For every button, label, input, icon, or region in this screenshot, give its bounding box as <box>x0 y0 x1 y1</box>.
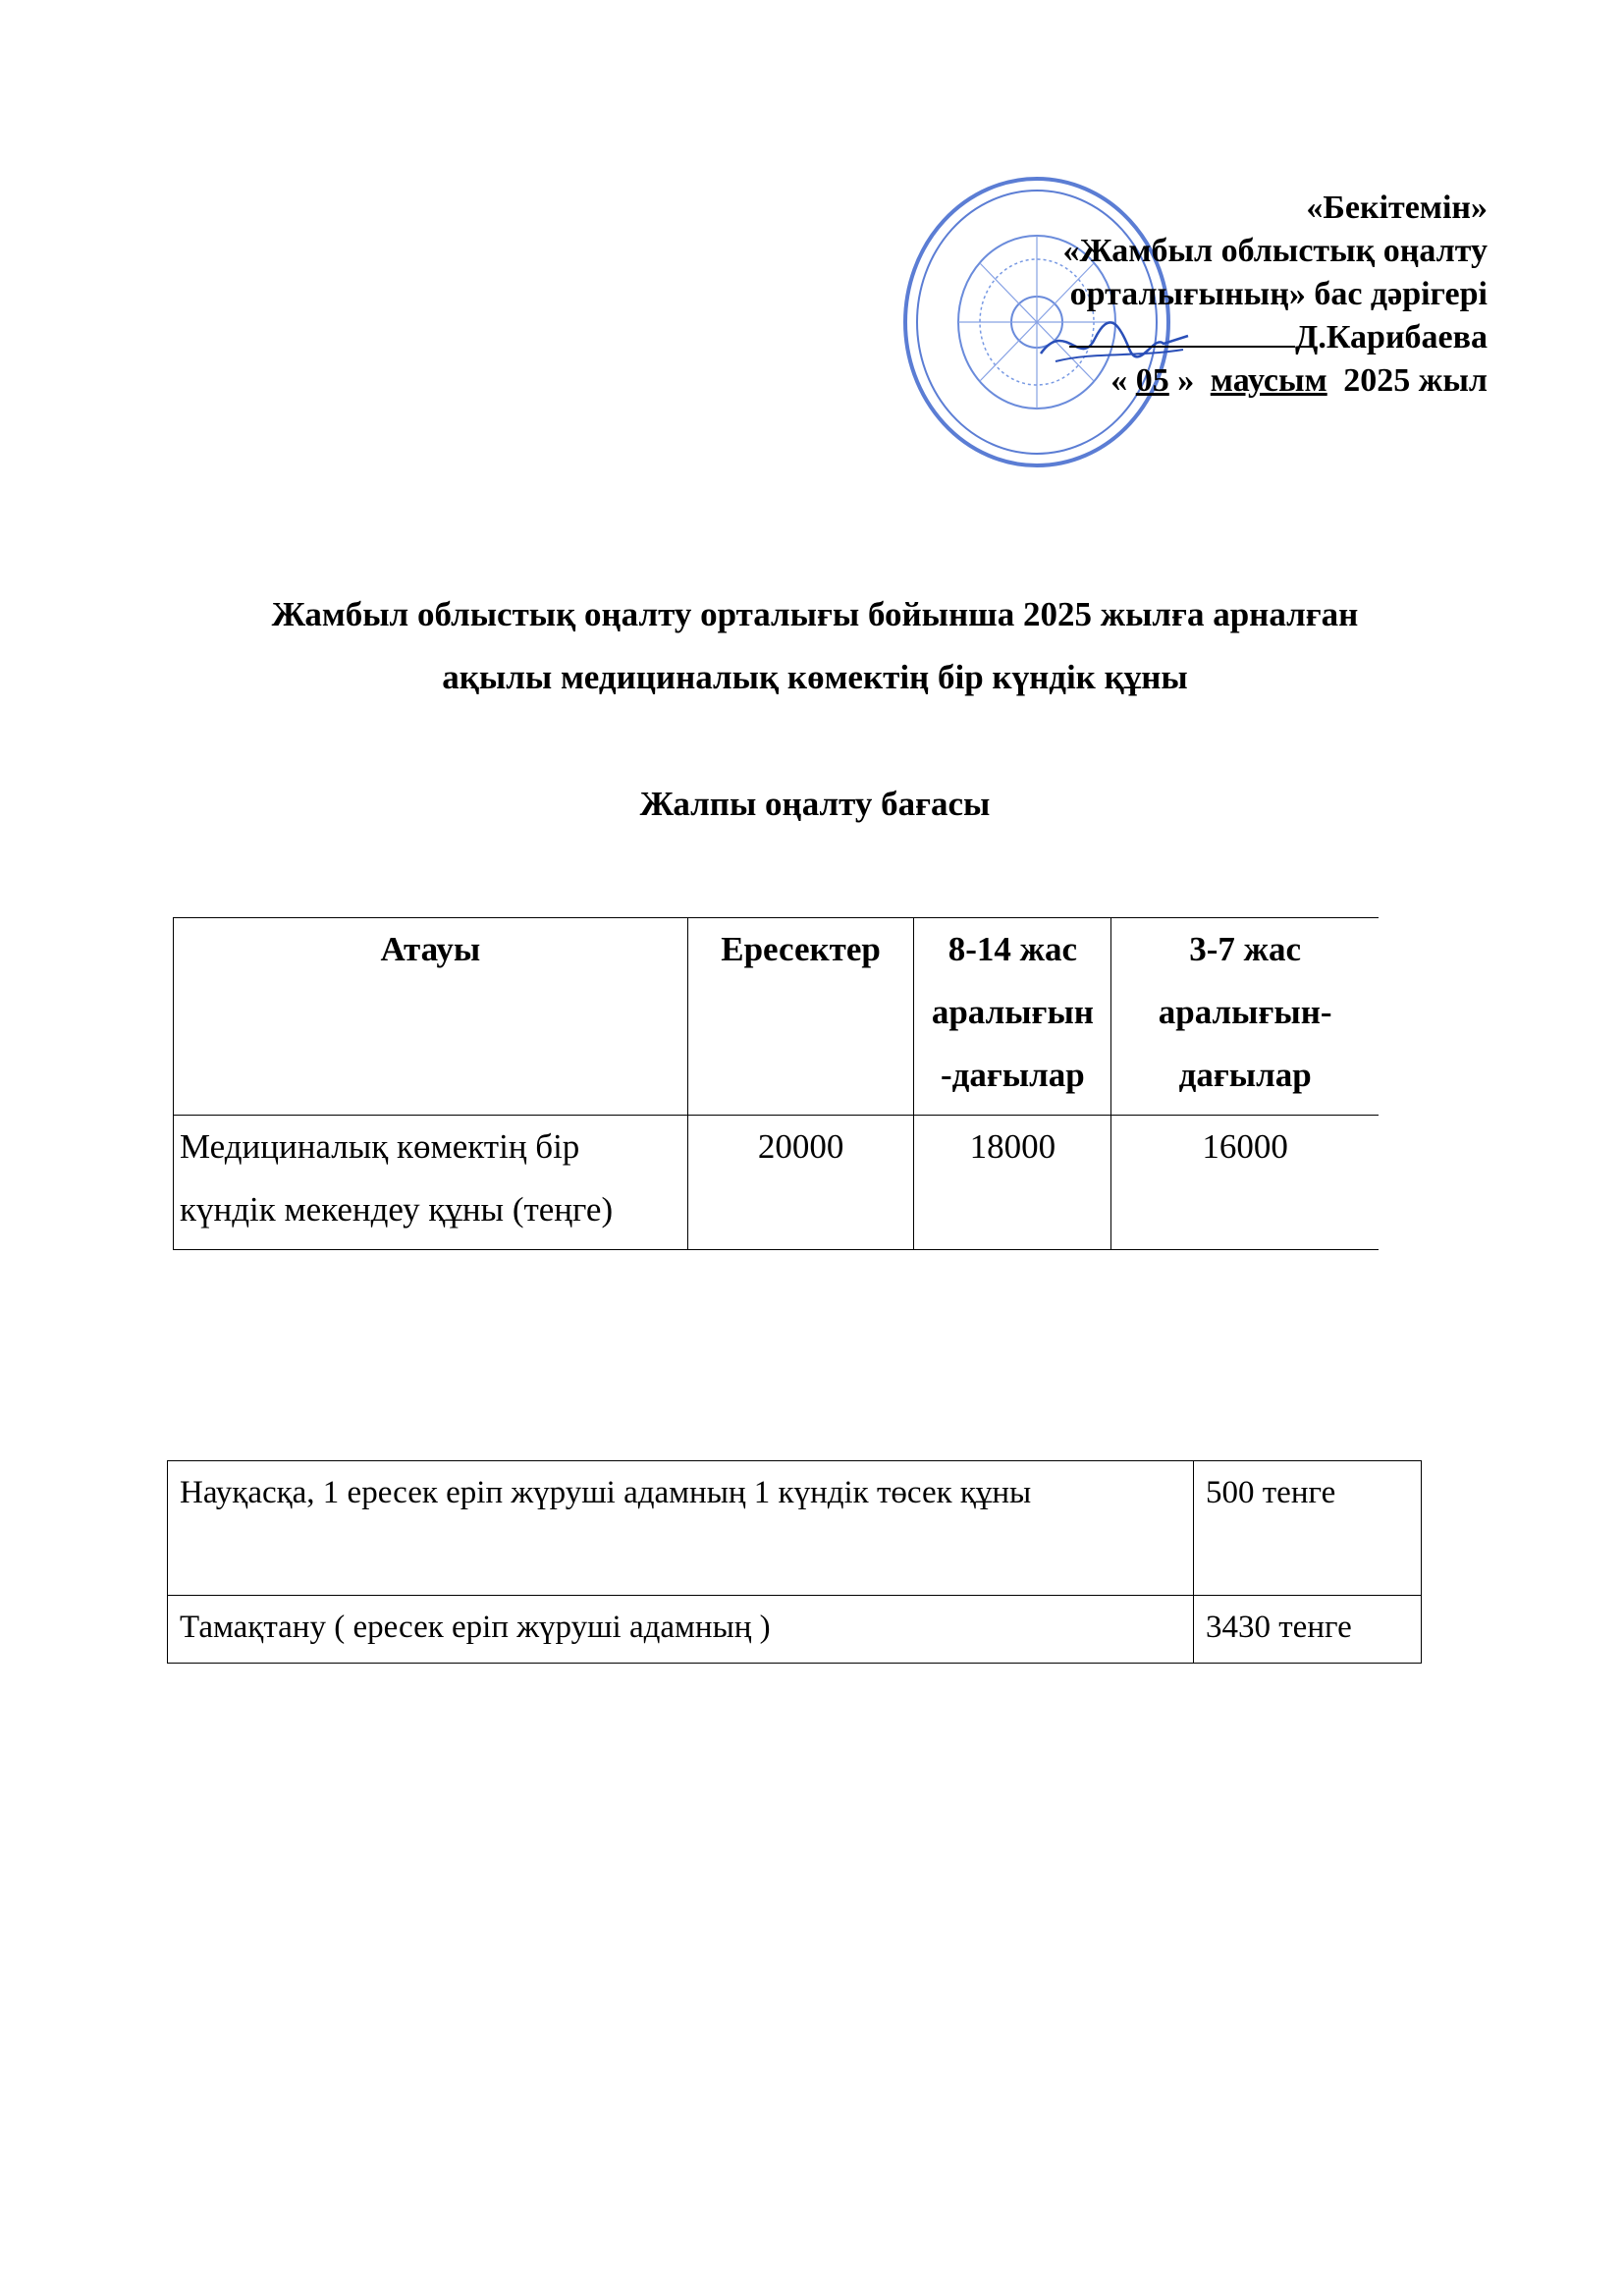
approval-block <box>943 187 1488 403</box>
title-line-1: Жамбыл облыстық оңалту орталығы бойынша 2025 жылға арналған <box>271 595 1359 633</box>
fee-price: 3430 тенге <box>1194 1596 1422 1664</box>
row-age-8-14-price: 18000 <box>914 1116 1111 1250</box>
approval-date-line: « 05 » маусым 2025 жыл <box>1110 362 1488 399</box>
approval-heading: «Бекітемін» <box>1306 190 1488 226</box>
row-adults-price: 20000 <box>687 1116 914 1250</box>
approval-month: маусым <box>1210 362 1327 399</box>
fee-name: Тамақтану ( ересек еріп жүруші адамның ) <box>168 1596 1194 1664</box>
header-age-8-14: 8-14 жас аралығын -дағылар <box>914 918 1111 1116</box>
title-line-2: ақылы медициналық көмектің бір күндік құны <box>442 658 1188 696</box>
approval-year: 2025 жыл <box>1343 362 1488 399</box>
table-row <box>168 1596 1422 1664</box>
document-title <box>167 583 1463 709</box>
price-table <box>173 917 1379 1250</box>
table-row <box>174 1116 1380 1250</box>
section-subtitle: Жалпы оңалту бағасы <box>639 785 991 823</box>
approval-day: 05 <box>1135 362 1169 399</box>
row-name: Медициналық көмектің бір күндік мекендеу құны (теңге) <box>174 1116 688 1250</box>
header-age-3-7: 3-7 жас аралығын-дағылар <box>1111 918 1379 1116</box>
approver-name: Д.Карибаева <box>1294 319 1488 355</box>
table-header-row <box>174 918 1380 1116</box>
approval-signature-line <box>943 316 1488 359</box>
header-name: Атауы <box>174 918 688 1116</box>
row-age-3-7-price: 16000 <box>1111 1116 1379 1250</box>
fee-name: Науқасқа, 1 ересек еріп жүруші адамның 1 күндік төсек құны <box>168 1461 1194 1596</box>
table-row <box>168 1461 1422 1596</box>
additional-fees-table <box>167 1460 1422 1664</box>
approval-org-line1: «Жамбыл облыстық оңалту <box>1062 233 1488 269</box>
fee-price: 500 тенге <box>1194 1461 1422 1596</box>
header-adults: Ересектер <box>687 918 914 1116</box>
approval-org-line2: орталығының» бас дәрігері <box>1069 276 1488 312</box>
